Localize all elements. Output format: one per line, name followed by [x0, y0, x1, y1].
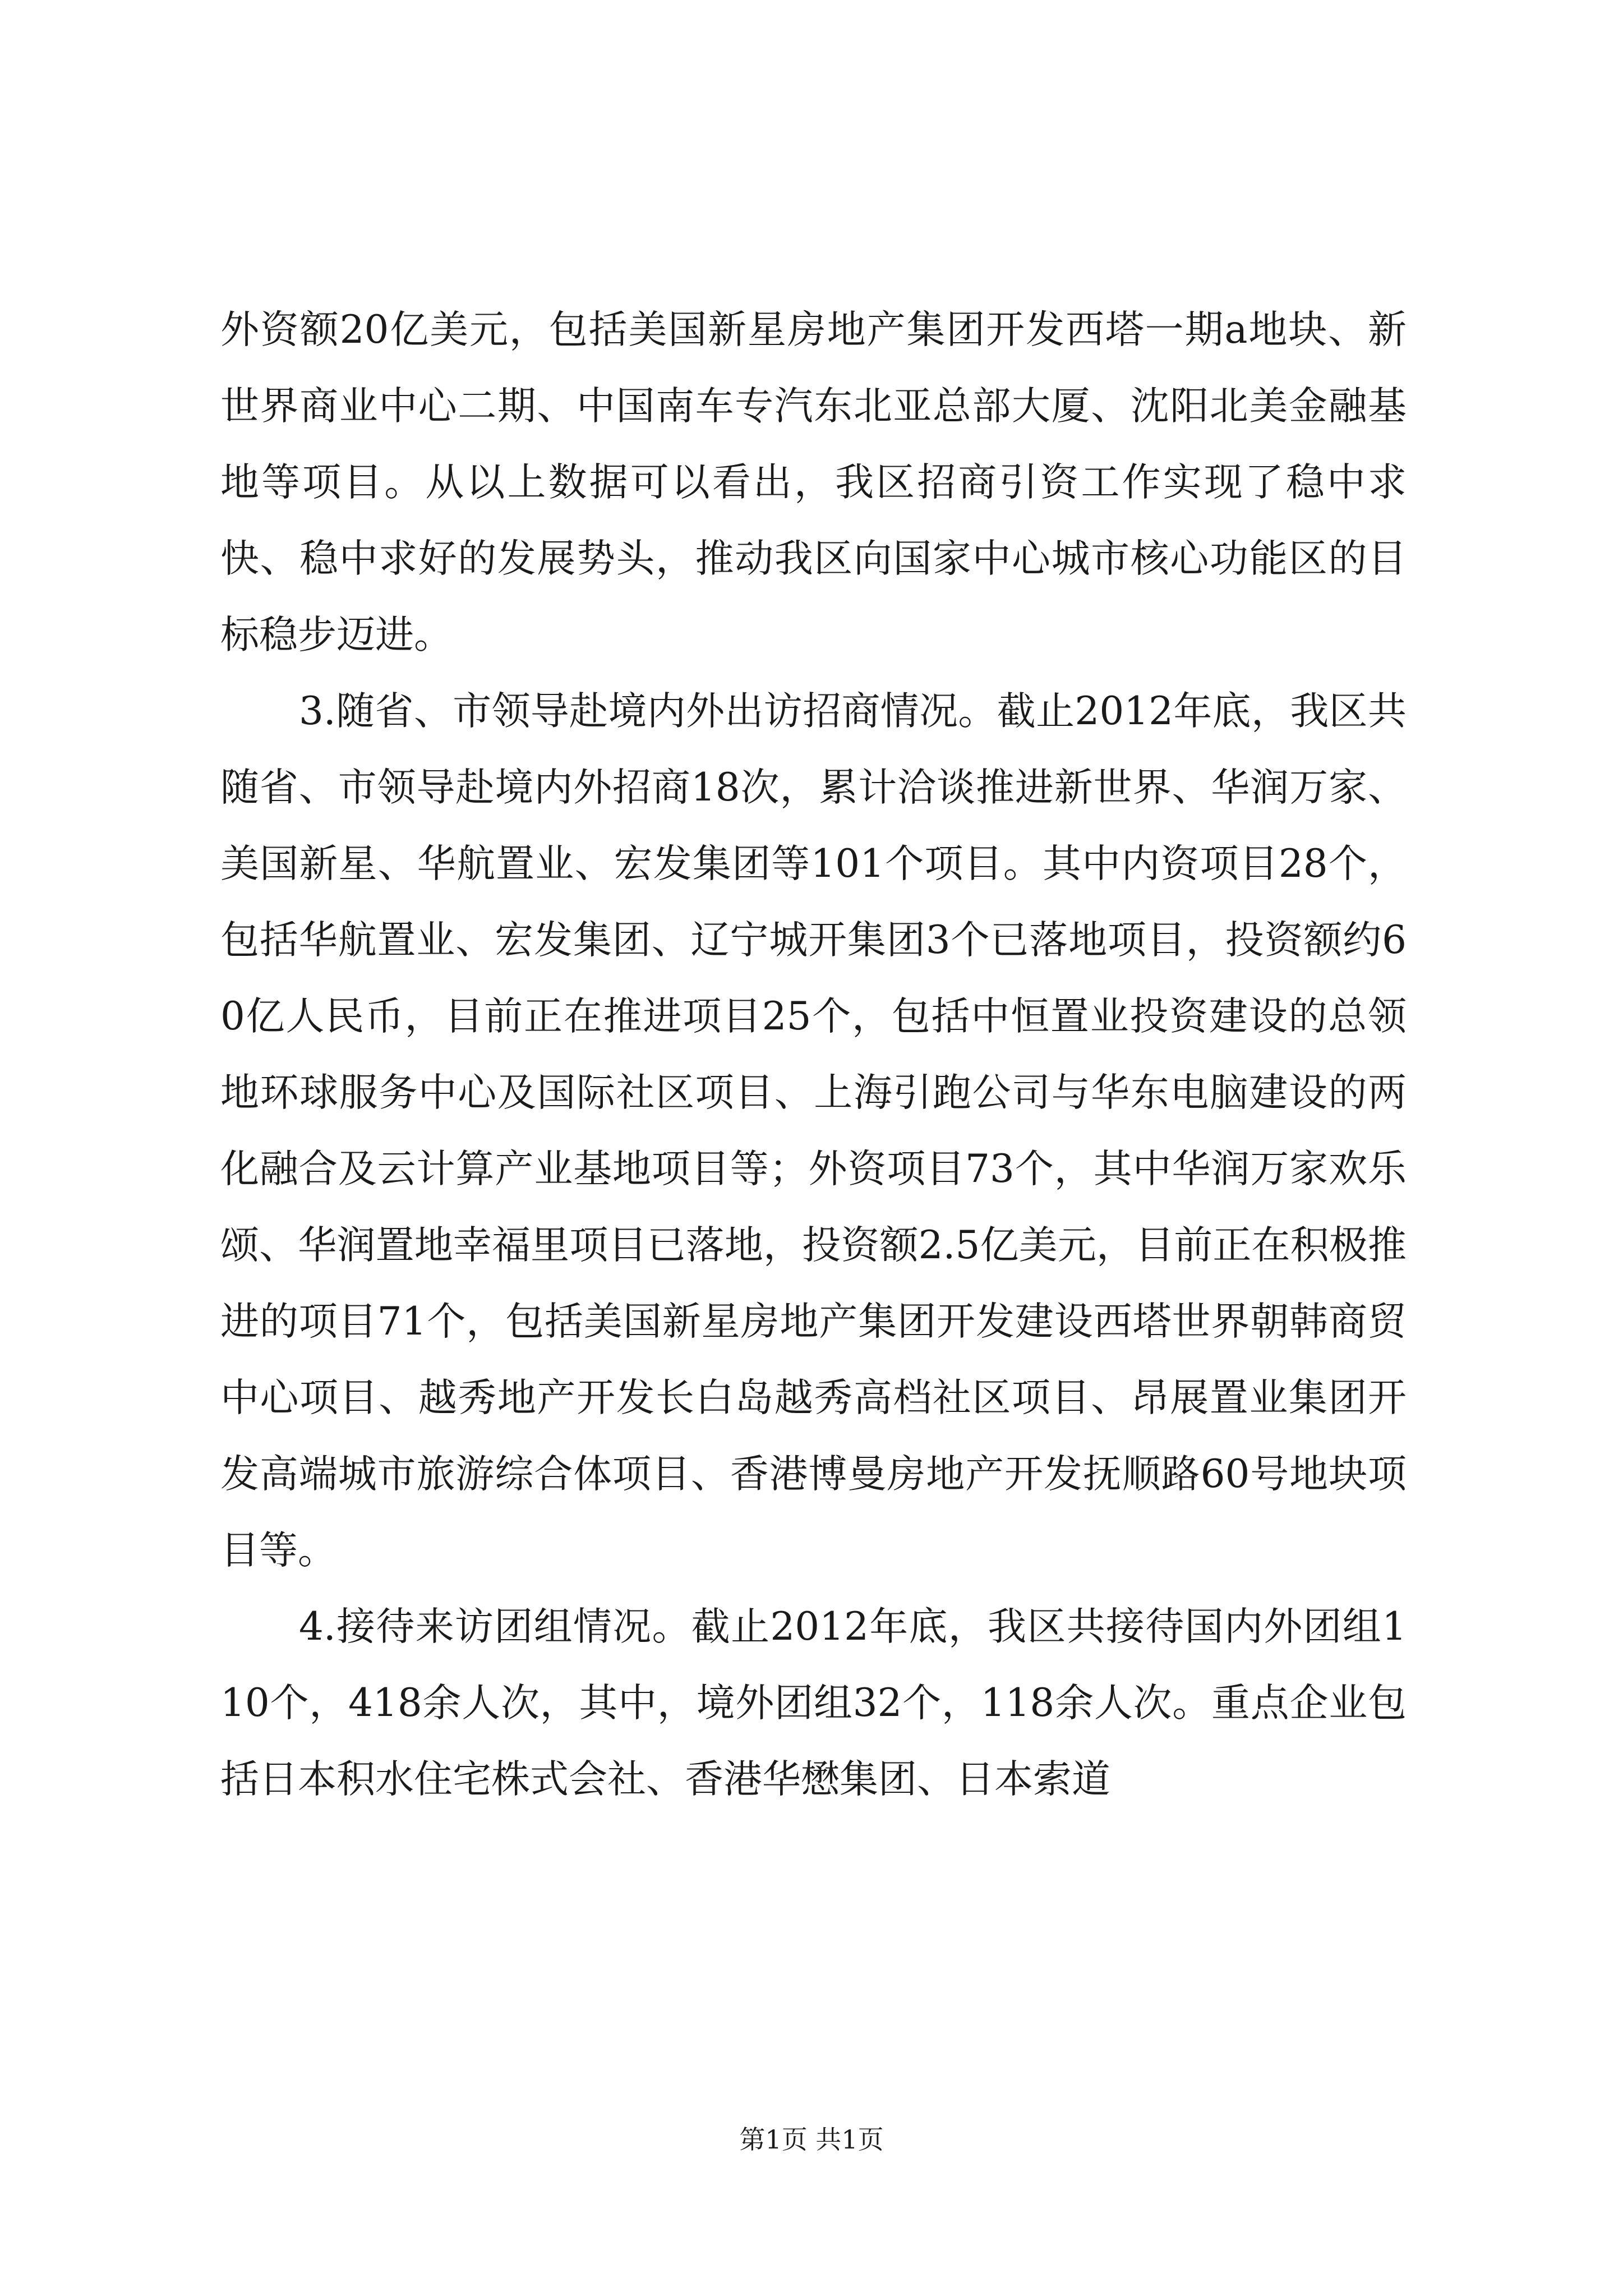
paragraph-item-4: 4.接待来访团组情况。截止2012年底，我区共接待国内外团组110个，418余人次，其中，境外团组32个，118余人次。重点企业包括日本积水住宅株式会社、香港华懋集团、日本索道	[220, 1604, 1407, 1802]
page-number-footer: 第1页 共1页	[739, 2124, 884, 2155]
document-body	[220, 292, 1407, 1818]
paragraph-item-3: 3.随省、市领导赴境内外出访招商情况。截止2012年底，我区共随省、市领导赴境内外招商18次，累计洽谈推进新世界、华润万家、美国新星、华航置业、宏发集团等101个项目。其中内资项目28个，包括华航置业、宏发集团、辽宁城开集团3个已落地项目，投资额约60亿人民币，目前正在推进项目25个，包括中恒置业投资建设的总领地环球服务中心及国际社区项目、上海引跑公司与华东电脑建设的两化融合及云计算产业基地项目等；外资项目73个，其中华润万家欢乐颂、华润置地幸福里项目已落地，投资额2.5亿美元，目前正在积极推进的项目71个，包括美国新星房地产集团开发建设西塔世界朝韩商贸中心项目、越秀地产开发长白岛越秀高档社区项目、昂展置业集团开发高端城市旅游综合体项目、香港博曼房地产开发抚顺路60号地块项目等。	[220, 689, 1407, 1573]
paragraph-continuation: 外资额20亿美元，包括美国新星房地产集团开发西塔一期a地块、新世界商业中心二期、中国南车专汽东北亚总部大厦、沈阳北美金融基地等项目。从以上数据可以看出，我区招商引资工作实现了稳中求快、稳中求好的发展势头，推动我区向国家中心城市核心功能区的目标稳步迈进。	[220, 307, 1407, 657]
